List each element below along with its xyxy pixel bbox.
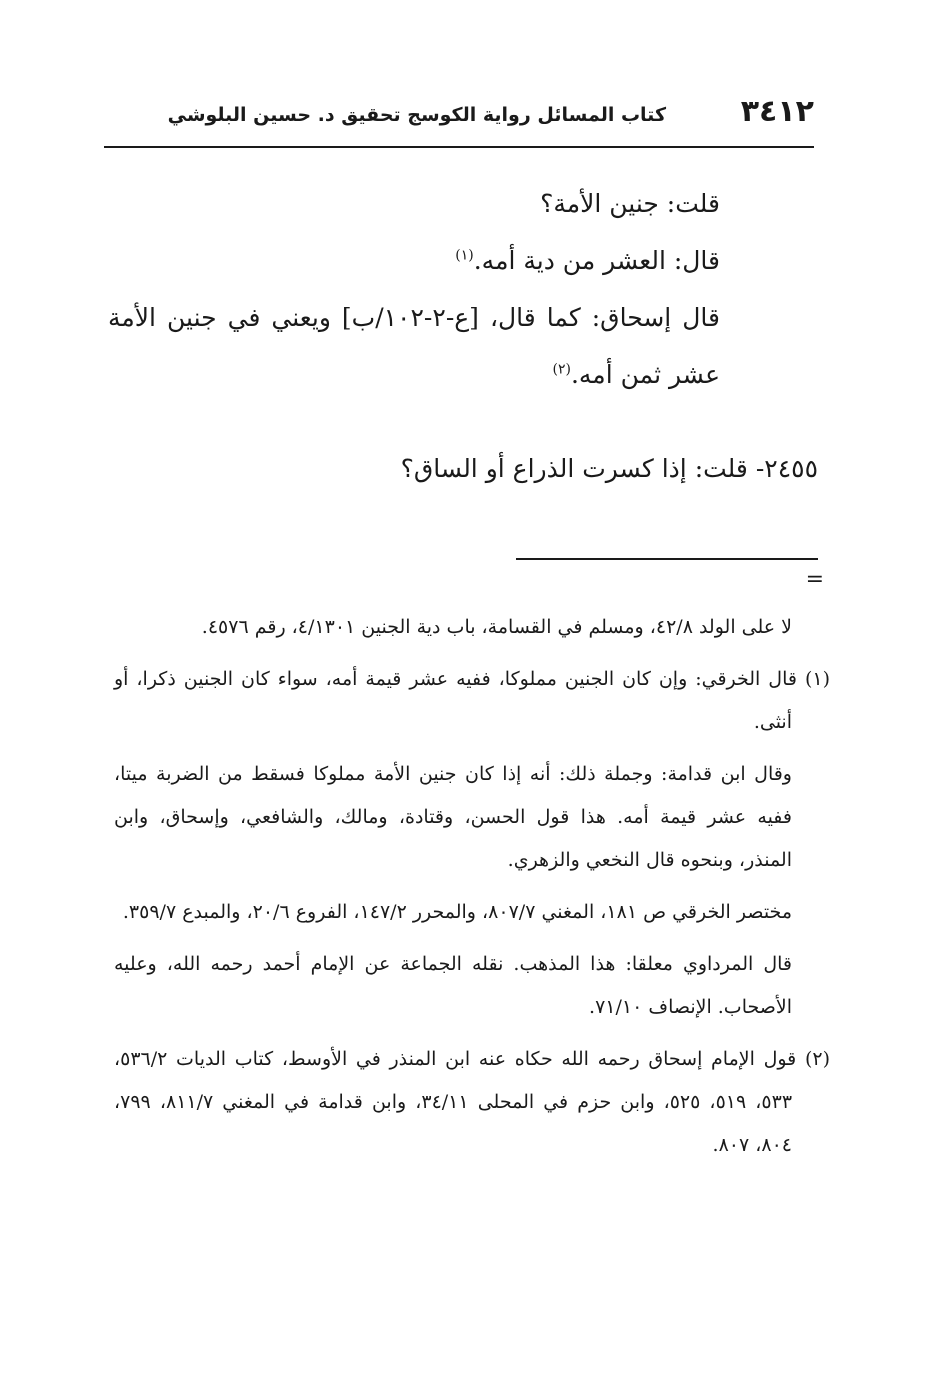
main-line-question: قلت: جنين الأمة؟ [540, 189, 720, 218]
footnote-ref-2[interactable]: (٢) [552, 361, 571, 378]
main-line-answer: قال: العشر من دية أمه.$^{(١)}$ [455, 246, 720, 275]
running-title: كتاب المسائل رواية الكوسج تحقيق د. حسين البلوشي [167, 104, 666, 126]
page-number: ٣٤١٢ [740, 94, 814, 129]
main-text [108, 175, 720, 403]
footnote-separator [516, 558, 818, 560]
footnote-continuation: لا على الولد ٤٢/٨، ومسلم في القسامة، باب دية الجنين ٤/١٣٠١، رقم ٤٥٧٦. [201, 616, 792, 638]
footnote-1-sources: مختصر الخرقي ص ١٨١، المغني ٨٠٧/٧، والمحرر ١٤٧/٢، الفروع ٢٠/٦، والمبدع ٣٥٩/٧. [122, 901, 792, 923]
footnote-2: (٢) قول الإمام إسحاق رحمه الله حكاه عنه ابن المنذر في الأوسط، كتاب الديات ٥٣٦/٢، ٥٣٣، ٥١٩، ٥٢٥، وابن حزم في المحلى ٣٤/١١، وابن قدامة في المغني ٨١١/٧، ٧٩٩، ٨٠٤، ٨٠٧. [114, 1048, 830, 1156]
footnote-1-ibn-qudama: وقال ابن قدامة: وجملة ذلك: أنه إذا كان جنين الأمة مملوكا فسقط من الضربة ميتا، ففيه عشر قيمة أمه. هذا قول الحسن، وقتادة، ومالك، والشافعي، وإسحاق، وابن المنذر، وبنحوه قال النخعي والزهري. [114, 763, 792, 871]
footnotes [114, 606, 830, 1176]
footnote-ref-1[interactable]: (١) [455, 247, 474, 264]
header-rule [104, 146, 814, 148]
page-header [104, 86, 814, 142]
footnote-1-mardawi: قال المرداوي معلقا: هذا المذهب. نقله الجماعة عن الإمام أحمد رحمه الله، وعليه الأصحاب. الإنصاف ٧١/١٠. [114, 953, 792, 1018]
main-line-ishaq: قال إسحاق: كما قال، [ع-٢-١٠٢/ب] ويعني في جنين الأمة عشر ثمن أمه.$^{(٢)}$ [108, 303, 720, 389]
continuation-mark: = [805, 567, 824, 592]
footnote-1: (١) قال الخرقي: وإن كان الجنين مملوكا، ففيه عشر قيمة أمه، سواء كان الجنين ذكرا، أو أنثى. [114, 668, 830, 733]
question-2455: ٢٤٥٥- قلت: إذا كسرت الذراع أو الساق؟ [400, 454, 818, 483]
